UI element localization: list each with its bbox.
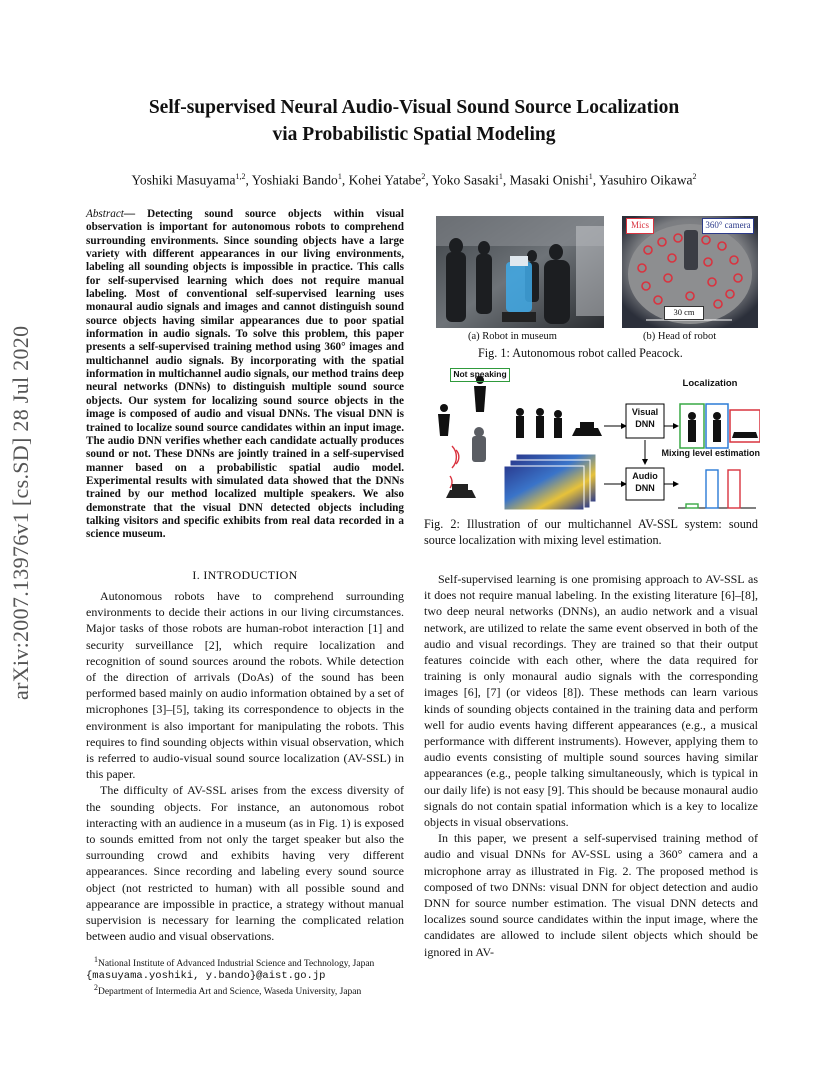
right-paragraph-2: In this paper, we present a self-supervised training method of audio and visual DNNs for AV-SSL using a 360° camera and a microphone array as illustrated in Fig. 2. The proposed method is composed of two DNNs: visual DNN for object detection and audio DNN for source number estimation. The visual DNN detects and localizes sound source candidates within the input image, where the candidates are allowed to include silent objects which should be ignored in AV- xyxy=(424,831,758,959)
fig1-subcaption-b: (b) Head of robot xyxy=(643,331,717,342)
abstract xyxy=(86,208,404,542)
author-name: Kohei Yatabe xyxy=(348,172,422,188)
footnotes xyxy=(86,954,404,999)
left-paragraph-1: Autonomous robots have to comprehend surrounding environments to decide their actions in our living circumstances. Major tasks of those robots are human-robot interaction [1] and security surveillance [2], which require localization and recognition of sound sources around the robots. While detection of the direction of arrivals (DoAs) of the sound has been performed based mainly on audio information obtained by a set of microphones [3]–[5], taking its correspondence to objects in the environment is also important for manipulating the robots. This requires to find sounding objects within visual observation, which is referred to audio-visual sound source localization (AV-SSL) in this paper. xyxy=(86,589,404,782)
footnote-email: {masuyama.yoshiki, y.bando}@aist.go.jp xyxy=(86,969,326,982)
author-name: Masaki Onishi xyxy=(509,172,589,188)
arxiv-stamp: arXiv:2007.13976v1 [cs.SD] 28 Jul 2020 xyxy=(8,325,33,700)
label-mics: Mics xyxy=(626,218,654,234)
sound-waves-icon xyxy=(450,446,459,488)
figure-2 xyxy=(430,366,760,512)
section-heading: I. INTRODUCTION xyxy=(192,568,298,582)
label-localization: Localization xyxy=(682,378,738,389)
mixing-level-bars xyxy=(678,470,756,508)
label-visual-dnn: Visual DNN xyxy=(631,407,659,429)
author-name: Yoko Sasaki xyxy=(431,172,499,188)
fig1-caption: Fig. 1: Autonomous robot called Peacock. xyxy=(478,346,683,360)
footnote-2: $^2$Department of Intermedia Art and Science, Waseda University, Japan xyxy=(94,983,362,998)
title-line-1: Self-supervised Neural Audio-Visual Sound Source Localization xyxy=(148,97,680,118)
title-line-2: via Probabilistic Spatial Modeling xyxy=(272,124,556,145)
author-name: Yoshiki Masuyama xyxy=(131,172,236,188)
left-paragraph-2: The difficulty of AV-SSL arises from the excess diversity of the sounding objects. For instance, an autonomous robot interacting with an audience in a museum (as in Fig. 1) is exposed to sounds emitted from not only the target speaker but also the surrounding crowd and exhibits having very different appearances. Since recording and labeling every sound source object (not restricted to human) with all possible sound and appearance are impossible in practice, a strategy without manual supervision is necessary for learning the complicated relation between audio and visual observations. xyxy=(86,783,404,944)
spectrogram-stack xyxy=(504,454,596,510)
right-paragraph-1: Self-supervised learning is one promising approach to AV-SSL as it does not require manual labeling. In the existing literature [6]–[8], two deep neural networks (DNNs), an audio network and a visual network, are utilized to relate the same event observed in both of the audio and visual recordings. They are trained so that their output features coincide with each other, where the data required for training is only monaural audio signals with the corresponding images [6], [7] (or videos [8]). These methods can learn various kinds of sounding objects contained in the training data and perform well for audio events having different appearances (e.g., a musical performance with different instruments). However, applying them to audio events consisting of multiple sound sources having similar appearances (e.g., people talking simultaneously, which is typical in our daily life) is not easy [9]. This should be because monaural audio signals do not contain spatial information which is a key to localize objects in visual observations. xyxy=(424,572,758,830)
abstract-body: — Detecting sound source objects within visual observation is important for autonomous robots to comprehend surrounding environments. Since sounding objects have a large variety with different appearances in our living environments, labeling all sounding objects is impossible in practice. This calls for self-supervised learning which does not require manual labeling. Most of conventional self-supervised learning uses monaural audio signals and images and cannot distinguish sound source objects having similar appearances due to poor spatial information in audio signals. To solve this problem, this paper presents a self-supervised training method using 360° images and multichannel audio signals. By incorporating with the spatial information in multichannel audio signals, our method trains deep neural networks (DNNs) to distinguish multiple sound source objects. Our system for localizing sound source objects in the image is composed of audio and visual DNNs. The visual DNN is trained to localize sound source candidates within an input image. The audio DNN verifies whether each candidate actually produces sound or not. These DNNs are jointly trained in a self-supervised manner based on a probabilistic spatial audio model. Experimental results with simulated data showed that the DNNs trained by our method localized multiple speakers. We also demonstrate that the visual DNN detected objects including talking visitors and specific exhibits from real data recorded in a science museum. xyxy=(86,208,404,541)
label-scale: 30 cm xyxy=(664,306,704,320)
author-name: Yasuhiro Oikawa xyxy=(598,172,693,188)
robot-icon xyxy=(472,436,486,462)
left-column-text xyxy=(86,588,404,944)
author-affiliation: 1 xyxy=(337,172,342,181)
abstract-label: Abstract xyxy=(86,208,124,220)
fig1-subcaption-a: (a) Robot in museum xyxy=(468,331,557,342)
localization-output xyxy=(680,404,760,448)
author-list: Yoshiki Masuyama$^{1,2}$, Yoshiaki Bando$^1$, Kohei Yatabe$^2$, Yoko Sasaki$^1$, Masaki Onishi$^1$, Yasuhiro Oikawa$^2$ xyxy=(131,172,697,188)
figure-1 xyxy=(436,216,758,328)
author-affiliation: 1 xyxy=(588,172,593,181)
paper-title xyxy=(60,94,768,148)
scene-icons xyxy=(516,408,602,438)
car-icon xyxy=(446,490,476,498)
camera-shape xyxy=(684,230,698,270)
label-not-speaking: Not speaking xyxy=(450,368,510,382)
author-affiliation: 1,2 xyxy=(235,172,246,181)
author-name: Yoshiaki Bando xyxy=(251,172,338,188)
footnote-1: $^1$National Institute of Advanced Industrial Science and Technology, Japan xyxy=(94,955,375,970)
fig2-caption: Fig. 2: Illustration of our multichannel AV-SSL system: sound source localization with mixing level estimation. xyxy=(424,517,758,548)
label-360-camera: 360° camera xyxy=(702,218,754,234)
author-affiliation: 1 xyxy=(498,172,503,181)
author-affiliation: 2 xyxy=(421,172,426,181)
label-mixing-level: Mixing level estimation xyxy=(661,448,760,458)
speaker-icon xyxy=(438,376,486,436)
right-column-text xyxy=(424,571,758,960)
author-affiliation: 2 xyxy=(692,172,697,181)
robot-body xyxy=(506,262,532,312)
label-audio-dnn: Audio DNN xyxy=(632,471,658,493)
